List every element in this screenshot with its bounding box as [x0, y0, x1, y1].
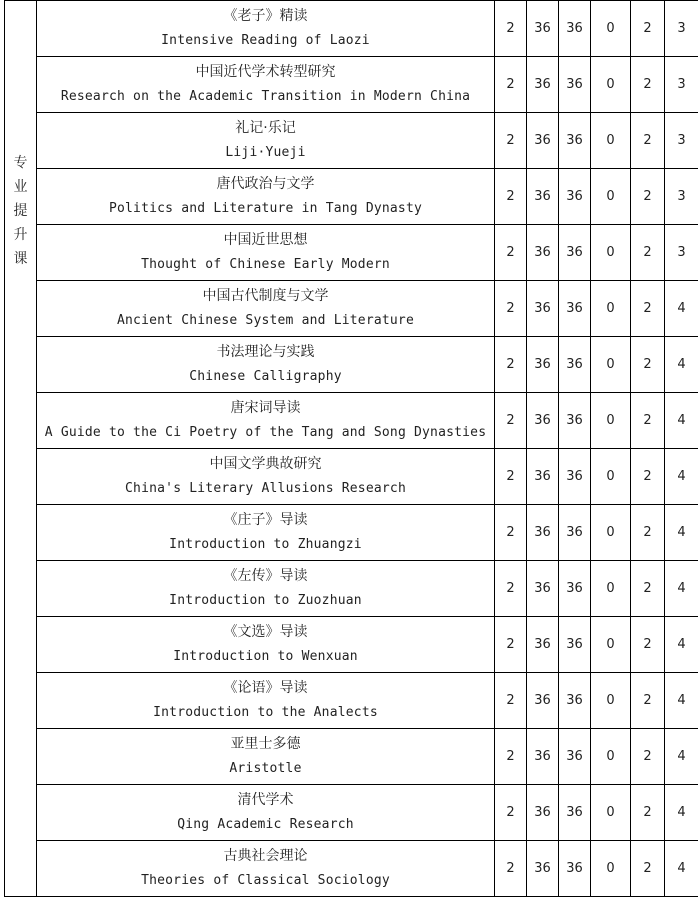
course-name-en: Intensive Reading of Laozi	[161, 33, 370, 48]
practice-hours-cell: 0	[591, 841, 631, 897]
table-row	[5, 57, 698, 113]
course-name-en: Theories of Classical Sociology	[141, 873, 390, 888]
semester-cell: 4	[665, 393, 698, 449]
table-row	[5, 841, 698, 897]
course-name-cell	[37, 449, 495, 505]
practice-hours-cell: 0	[591, 449, 631, 505]
lecture-hours-cell: 36	[559, 673, 591, 729]
course-name-en: Introduction to the Analects	[153, 705, 378, 720]
semester-cell: 4	[665, 561, 698, 617]
weekly-hours-cell: 2	[631, 785, 665, 841]
course-name-zh: 中国近代学术转型研究	[195, 64, 336, 80]
total-hours-cell: 36	[527, 841, 559, 897]
practice-hours-cell: 0	[591, 561, 631, 617]
total-hours-cell: 36	[527, 449, 559, 505]
practice-hours-cell: 0	[591, 169, 631, 225]
course-name-en: Liji·Yueji	[225, 145, 306, 160]
course-table	[4, 0, 698, 897]
practice-hours-cell: 0	[591, 393, 631, 449]
credits-cell: 2	[495, 449, 527, 505]
course-name-zh: 亚里士多德	[230, 736, 301, 752]
lecture-hours-cell: 36	[559, 617, 591, 673]
lecture-hours-cell: 36	[559, 729, 591, 785]
semester-cell: 4	[665, 281, 698, 337]
course-name-zh: 清代学术	[237, 792, 294, 808]
course-name-en: Introduction to Zuozhuan	[169, 593, 362, 608]
course-name-cell	[37, 57, 495, 113]
lecture-hours-cell: 36	[559, 393, 591, 449]
course-name-cell	[37, 281, 495, 337]
semester-cell: 4	[665, 841, 698, 897]
credits-cell: 2	[495, 617, 527, 673]
table-row	[5, 1, 698, 57]
course-name-cell	[37, 561, 495, 617]
semester-cell: 3	[665, 113, 698, 169]
table-row	[5, 785, 698, 841]
lecture-hours-cell: 36	[559, 561, 591, 617]
course-name-cell	[37, 785, 495, 841]
table-row	[5, 505, 698, 561]
course-name-cell	[37, 673, 495, 729]
lecture-hours-cell: 36	[559, 57, 591, 113]
credits-cell: 2	[495, 57, 527, 113]
weekly-hours-cell: 2	[631, 1, 665, 57]
lecture-hours-cell: 36	[559, 449, 591, 505]
category-label: 专 业 提 升 课	[13, 155, 28, 267]
table-row	[5, 113, 698, 169]
course-name-cell	[37, 841, 495, 897]
weekly-hours-cell: 2	[631, 561, 665, 617]
weekly-hours-cell: 2	[631, 337, 665, 393]
course-name-cell	[37, 337, 495, 393]
course-name-en: Chinese Calligraphy	[189, 369, 342, 384]
course-name-en: Ancient Chinese System and Literature	[117, 313, 414, 328]
table-row	[5, 449, 698, 505]
semester-cell: 3	[665, 225, 698, 281]
course-name-cell	[37, 393, 495, 449]
course-name-zh: 唐代政治与文学	[216, 176, 315, 192]
practice-hours-cell: 0	[591, 785, 631, 841]
lecture-hours-cell: 36	[559, 281, 591, 337]
semester-cell: 4	[665, 505, 698, 561]
weekly-hours-cell: 2	[631, 113, 665, 169]
course-name-zh: 唐宋词导读	[230, 400, 301, 416]
course-name-en: China's Literary Allusions Research	[125, 481, 406, 496]
course-name-en: Introduction to Zhuangzi	[169, 537, 362, 552]
course-name-zh: 《庄子》导读	[223, 512, 308, 528]
course-name-en: Thought of Chinese Early Modern	[141, 257, 390, 272]
course-table-body	[5, 1, 698, 897]
course-name-cell	[37, 617, 495, 673]
category-cell	[5, 1, 37, 897]
table-row	[5, 169, 698, 225]
semester-cell: 3	[665, 57, 698, 113]
practice-hours-cell: 0	[591, 617, 631, 673]
practice-hours-cell: 0	[591, 673, 631, 729]
credits-cell: 2	[495, 505, 527, 561]
course-name-cell	[37, 169, 495, 225]
table-row	[5, 225, 698, 281]
credits-cell: 2	[495, 729, 527, 785]
semester-cell: 4	[665, 729, 698, 785]
total-hours-cell: 36	[527, 225, 559, 281]
table-row	[5, 729, 698, 785]
course-table-container	[4, 0, 698, 897]
total-hours-cell: 36	[527, 673, 559, 729]
semester-cell: 4	[665, 673, 698, 729]
total-hours-cell: 36	[527, 281, 559, 337]
course-name-zh: 书法理论与实践	[216, 344, 315, 360]
practice-hours-cell: 0	[591, 57, 631, 113]
course-name-zh: 古典社会理论	[223, 848, 308, 864]
semester-cell: 3	[665, 169, 698, 225]
course-name-zh: 礼记·乐记	[235, 120, 296, 136]
course-name-zh: 中国古代制度与文学	[202, 288, 329, 304]
semester-cell: 4	[665, 617, 698, 673]
course-name-en: A Guide to the Ci Poetry of the Tang and Song Dynasties	[44, 425, 487, 440]
practice-hours-cell: 0	[591, 729, 631, 785]
course-name-en: Introduction to Wenxuan	[173, 649, 358, 664]
credits-cell: 2	[495, 337, 527, 393]
practice-hours-cell: 0	[591, 505, 631, 561]
total-hours-cell: 36	[527, 505, 559, 561]
lecture-hours-cell: 36	[559, 337, 591, 393]
credits-cell: 2	[495, 673, 527, 729]
weekly-hours-cell: 2	[631, 281, 665, 337]
credits-cell: 2	[495, 393, 527, 449]
weekly-hours-cell: 2	[631, 673, 665, 729]
total-hours-cell: 36	[527, 729, 559, 785]
practice-hours-cell: 0	[591, 1, 631, 57]
lecture-hours-cell: 36	[559, 785, 591, 841]
credits-cell: 2	[495, 785, 527, 841]
table-row	[5, 673, 698, 729]
table-row	[5, 393, 698, 449]
lecture-hours-cell: 36	[559, 169, 591, 225]
total-hours-cell: 36	[527, 337, 559, 393]
practice-hours-cell: 0	[591, 225, 631, 281]
weekly-hours-cell: 2	[631, 449, 665, 505]
total-hours-cell: 36	[527, 617, 559, 673]
weekly-hours-cell: 2	[631, 505, 665, 561]
practice-hours-cell: 0	[591, 113, 631, 169]
course-name-zh: 《文选》导读	[223, 624, 308, 640]
credits-cell: 2	[495, 113, 527, 169]
table-row	[5, 561, 698, 617]
semester-cell: 4	[665, 449, 698, 505]
course-name-zh: 《老子》精读	[223, 8, 308, 24]
table-row	[5, 337, 698, 393]
lecture-hours-cell: 36	[559, 1, 591, 57]
credits-cell: 2	[495, 1, 527, 57]
weekly-hours-cell: 2	[631, 617, 665, 673]
lecture-hours-cell: 36	[559, 505, 591, 561]
weekly-hours-cell: 2	[631, 169, 665, 225]
credits-cell: 2	[495, 225, 527, 281]
total-hours-cell: 36	[527, 1, 559, 57]
table-row	[5, 617, 698, 673]
weekly-hours-cell: 2	[631, 393, 665, 449]
total-hours-cell: 36	[527, 169, 559, 225]
total-hours-cell: 36	[527, 57, 559, 113]
course-name-zh: 《论语》导读	[223, 680, 308, 696]
table-row	[5, 281, 698, 337]
course-name-zh: 中国近世思想	[223, 232, 308, 248]
total-hours-cell: 36	[527, 393, 559, 449]
weekly-hours-cell: 2	[631, 729, 665, 785]
credits-cell: 2	[495, 841, 527, 897]
course-name-cell	[37, 729, 495, 785]
course-name-cell	[37, 1, 495, 57]
practice-hours-cell: 0	[591, 281, 631, 337]
course-name-en: Politics and Literature in Tang Dynasty	[108, 201, 423, 216]
course-name-en: Aristotle	[229, 761, 302, 776]
course-name-zh: 中国文学典故研究	[209, 456, 322, 472]
credits-cell: 2	[495, 169, 527, 225]
course-name-cell	[37, 225, 495, 281]
total-hours-cell: 36	[527, 113, 559, 169]
total-hours-cell: 36	[527, 561, 559, 617]
lecture-hours-cell: 36	[559, 225, 591, 281]
lecture-hours-cell: 36	[559, 841, 591, 897]
course-name-cell	[37, 113, 495, 169]
course-name-en: Qing Academic Research	[177, 817, 354, 832]
credits-cell: 2	[495, 561, 527, 617]
lecture-hours-cell: 36	[559, 113, 591, 169]
weekly-hours-cell: 2	[631, 57, 665, 113]
credits-cell: 2	[495, 281, 527, 337]
weekly-hours-cell: 2	[631, 841, 665, 897]
semester-cell: 4	[665, 785, 698, 841]
course-name-zh: 《左传》导读	[223, 568, 308, 584]
practice-hours-cell: 0	[591, 337, 631, 393]
weekly-hours-cell: 2	[631, 225, 665, 281]
course-name-cell	[37, 505, 495, 561]
total-hours-cell: 36	[527, 785, 559, 841]
semester-cell: 3	[665, 1, 698, 57]
course-name-en: Research on the Academic Transition in Modern China	[60, 89, 471, 104]
semester-cell: 4	[665, 337, 698, 393]
